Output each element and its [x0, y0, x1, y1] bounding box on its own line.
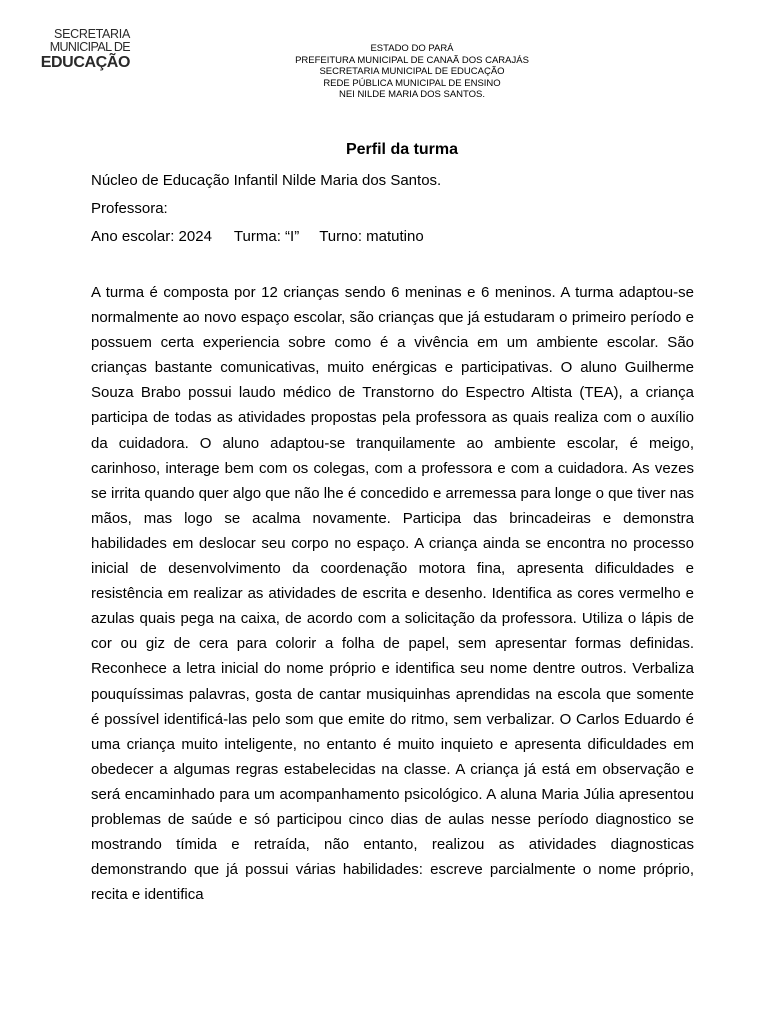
letterhead — [262, 43, 562, 101]
secretaria-logo — [30, 28, 130, 71]
header-prefecture: PREFEITURA MUNICIPAL DE CANAÃ DOS CARAJÁS — [295, 54, 529, 66]
school-name: Núcleo de Educação Infantil Nilde Maria dos Santos. — [91, 172, 442, 189]
header-state: ESTADO DO PARÁ — [370, 43, 454, 54]
class-info-line — [91, 228, 424, 246]
class-profile-body: A turma é composta por 12 crianças sendo 6 meninas e 6 meninos. A turma adaptou-se normalmente ao novo espaço escolar, são crianças que já estudaram o primeiro período e possuem certa experiencia sobre como é a vivência em um ambiente escolar. São crianças bastante comunicativas, muito enérgicas e participativas. O aluno Guilherme Souza Brabo possui laudo médico de Transtorno do Espectro Altista (TEA), a criança participa de todas as atividades propostas pela professora as quais realiza com o auxílio da cuidadora. O aluno adaptou-se tranquilamente ao ambiente escolar, é meigo, carinhoso, interage bem com os colegas, com a professora e com a cuidadora. As vezes se irrita quando quer algo que não lhe é concedido e arremessa para longe o que tiver nas mãos, mas logo se acalma novamente. Participa das brincadeiras e demonstra habilidades em deslocar seu corpo no espaço. A criança ainda se encontra no processo inicial de desenvolvimento da coordenação motora fina, apresenta dificuldades e resistência em realizar as atividades de escrita e desenho. Identifica as cores vermelho e azulas quais pega na caixa, de acordo com a solicitação da professora. Utiliza o lápis de cor ou giz de cera para colorir a folha de papel, sem apresentar formas definidas. Reconhece a letra inicial do nome próprio e identifica seu nome dentre outros. Verbaliza pouquíssimas palavras, gosta de cantar musiquinhas aprendidas na escola que somente é possível identificá-las pelo som que emite do ritmo, sem verbalizar. O Carlos Eduardo é uma criança muito inteligente, no entanto é muito inquieto e apresenta dificuldades em obedecer a algumas regras estabelecidas na classe. A criança já está em observação e será encaminhado para um acompanhamento psicológico. A aluna Maria Júlia apresentou problemas de saúde e só participou cinco dias de aulas nesse período diagnostico se mostrando tímida e retraída, não entanto, realizou as atividades diagnosticas demonstrando que já possui várias habilidades: escreve parcialmente o nome próprio, recita e identifica — [91, 284, 694, 904]
document-title: Perfil da turma — [345, 141, 459, 158]
school-year: Ano escolar: 2024 — [91, 228, 212, 245]
logo-line-2: MUNICIPAL DE — [49, 40, 130, 54]
header-school: NEI NILDE MARIA DOS SANTOS. — [338, 89, 486, 101]
header-network: REDE PÚBLICA MUNICIPAL DE ENSINO — [323, 77, 501, 89]
logo-line-1: SECRETARIA — [54, 27, 130, 41]
teacher-label: Professora: — [91, 200, 168, 217]
class-name: Turma: “I” — [233, 228, 300, 245]
shift: Turno: matutino — [319, 228, 424, 245]
header-secretariat: SECRETARIA MUNICIPAL DE EDUCAÇÃO — [319, 66, 505, 78]
logo-line-3: EDUCAÇÃO — [40, 54, 130, 71]
